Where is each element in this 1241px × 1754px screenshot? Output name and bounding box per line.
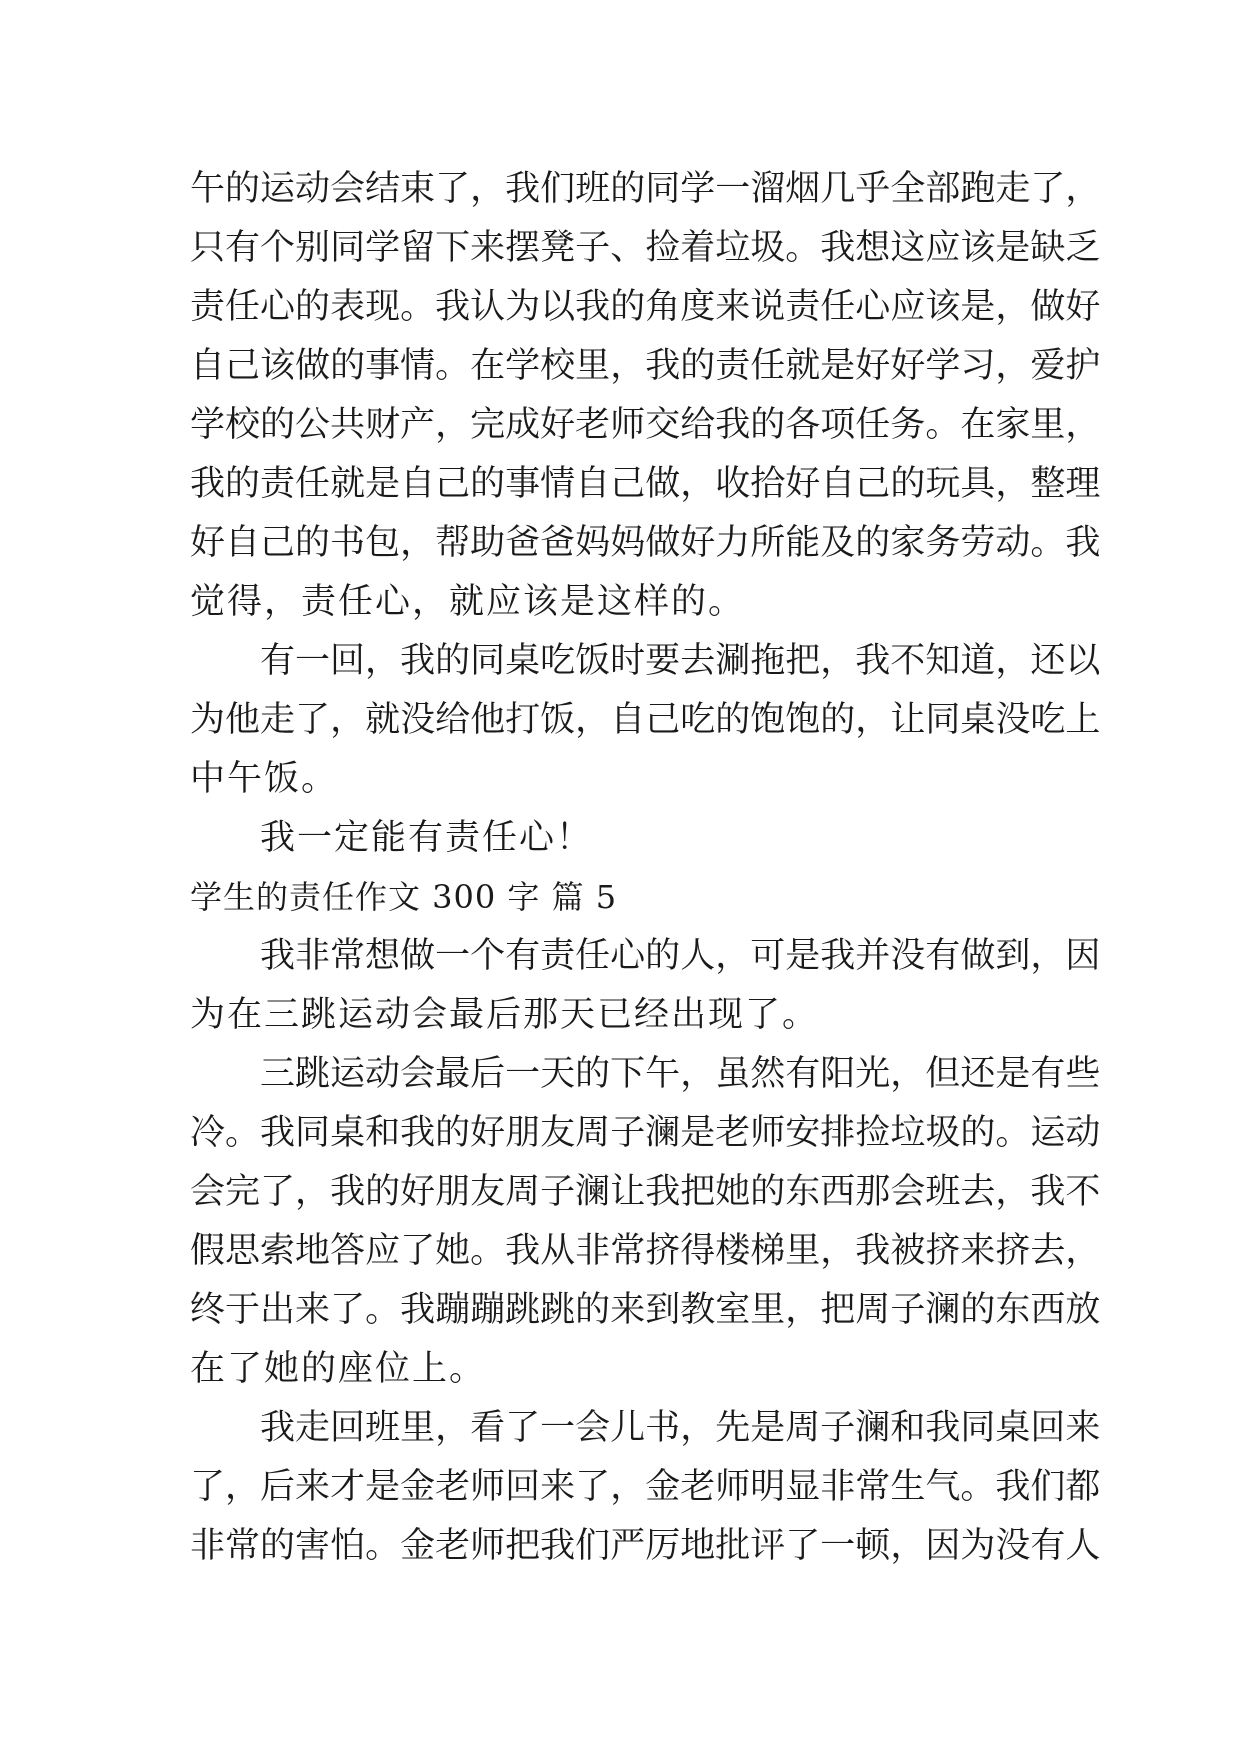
text-line: 好 自 己 的 书 包 ， 帮 助 爸 爸 妈 妈 做 好 力 所 能 及 的 家 务 劳 动 。 我: [190, 523, 1101, 563]
text-line: 终 于 出 来 了 。 我 蹦 蹦 跳 跳 的 来 到 教 室 里 ， 把 周 子 澜 的 东 西 放: [190, 1290, 1101, 1330]
paragraph-first-line: 我 非 常 想 做 一 个 有 责 任 心 的 人 ， 可 是 我 并 没 有 做 到 ， 因: [260, 936, 1101, 976]
text-line: 为 他 走 了 ， 就 没 给 他 打 饭 ， 自 己 吃 的 饱 饱 的 ， 让 同 桌 没 吃 上: [190, 700, 1101, 740]
paragraph-first-line: 我 走 回 班 里 ， 看 了 一 会 儿 书 ， 先 是 周 子 澜 和 我 同 桌 回 来: [260, 1408, 1101, 1448]
text-line: 只 有 个 别 同 学 留 下 来 摆 凳 子 、 捡 着 垃 圾 。 我 想 这 应 该 是 缺 乏: [190, 228, 1101, 268]
text-line: 冷 。 我 同 桌 和 我 的 好 朋 友 周 子 澜 是 老 师 安 排 捡 垃 圾 的 。 运 动: [190, 1113, 1101, 1153]
text-line: 为在三跳运动会最后那天已经出现了。: [190, 995, 820, 1035]
paragraph-first-line: 我一定能有责任心！: [260, 818, 594, 858]
text-line: 责 任 心 的 表 现 。 我 认 为 以 我 的 角 度 来 说 责 任 心 应 该 是 ， 做 好: [190, 287, 1101, 327]
text-line: 假 思 索 地 答 应 了 她 。 我 从 非 常 挤 得 楼 梯 里 ， 我 被 挤 来 挤 去 ，: [190, 1231, 1101, 1271]
section-heading: 学生的责任作文 300 字 篇 5: [190, 878, 618, 916]
text-line: 非 常 的 害 怕 。 金 老 师 把 我 们 严 厉 地 批 评 了 一 顿 ， 因 为 没 有 人: [190, 1526, 1101, 1566]
document-body: [190, 160, 1101, 1576]
text-line: 自 己 该 做 的 事 情 。 在 学 校 里 ， 我 的 责 任 就 是 好 好 学 习 ， 爱 护: [190, 346, 1101, 386]
text-line: 我 的 责 任 就 是 自 己 的 事 情 自 己 做 ， 收 拾 好 自 己 的 玩 具 ， 整 理: [190, 464, 1101, 504]
paragraph-first-line: 三 跳 运 动 会 最 后 一 天 的 下 午 ， 虽 然 有 阳 光 ， 但 还 是 有 些: [260, 1054, 1101, 1094]
text-line: 学 校 的 公 共 财 产 ， 完 成 好 老 师 交 给 我 的 各 项 任 务 。 在 家 里 ，: [190, 405, 1101, 445]
paragraph-first-line: 有 一 回 ， 我 的 同 桌 吃 饭 时 要 去 涮 拖 把 ， 我 不 知 道 ， 还 以: [260, 641, 1101, 681]
text-line: 觉得，责任心，就应该是这样的。: [190, 582, 746, 622]
text-line: 会 完 了 ， 我 的 好 朋 友 周 子 澜 让 我 把 她 的 东 西 那 会 班 去 ， 我 不: [190, 1172, 1101, 1212]
text-line: 中午饭。: [190, 759, 339, 799]
text-line: 了 ， 后 来 才 是 金 老 师 回 来 了 ， 金 老 师 明 显 非 常 生 气 。 我 们 都: [190, 1467, 1101, 1507]
text-line: 在了她的座位上。: [190, 1349, 487, 1389]
text-line: 午 的 运 动 会 结 束 了 ， 我 们 班 的 同 学 一 溜 烟 几 乎 全 部 跑 走 了 ，: [190, 169, 1101, 209]
